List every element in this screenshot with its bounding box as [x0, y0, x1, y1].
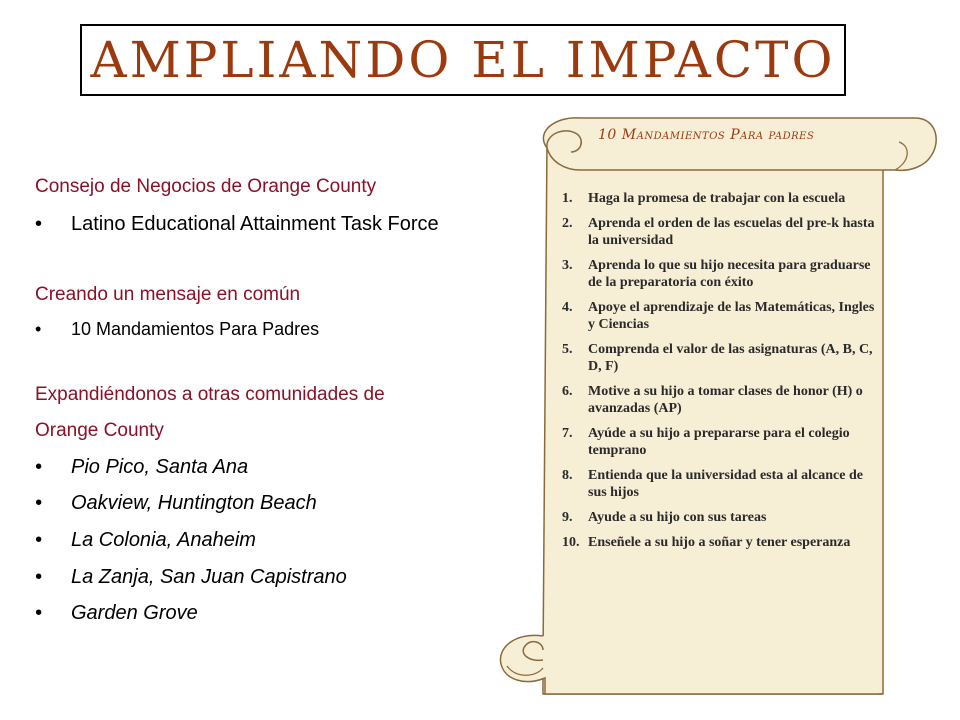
bullet-dot: • [35, 602, 43, 624]
heading-expanding-line1: Expandiéndonos a otras comunidades de [35, 384, 385, 405]
commandment-text: Entienda que la universidad esta al alcance de sus hijos [588, 468, 863, 500]
commandment-item [562, 190, 884, 207]
bullet-task-force-label: Latino Educational Attainment Task Force [71, 213, 439, 235]
commandment-text: Aprenda el orden de las escuelas del pre-k hasta la universidad [588, 216, 875, 248]
commandment-item [562, 383, 884, 417]
community-item [35, 492, 317, 515]
bullet-dot: • [35, 213, 43, 235]
community-label: La Zanja, San Juan Capistrano [71, 566, 347, 588]
commandment-number: 2. [562, 216, 573, 231]
commandment-text: Haga la promesa de trabajar con la escuela [588, 191, 846, 206]
title-box [80, 24, 846, 96]
community-item [35, 566, 347, 589]
commandment-number: 10. [562, 535, 580, 550]
heading-common-message: Creando un mensaje en común [35, 284, 301, 305]
commandment-item [562, 215, 884, 249]
commandment-text: Motive a su hijo a tomar clases de honor (H) o avanzadas (AP) [588, 384, 863, 416]
scroll-top-roll [543, 118, 936, 171]
commandment-text: Ayude a su hijo con sus tareas [588, 510, 767, 525]
community-item [35, 456, 248, 479]
commandment-text: Aprenda lo que su hijo necesita para graduarse de la preparatoria con éxito [588, 258, 871, 290]
commandment-number: 8. [562, 468, 573, 483]
commandment-text: Enseñele a su hijo a soñar y tener esperanza [588, 535, 851, 550]
community-label: Oakview, Huntington Beach [71, 492, 317, 514]
commandment-number: 6. [562, 384, 573, 399]
community-item [35, 529, 256, 552]
commandment-text: Ayúde a su hijo a prepararse para el colegio temprano [588, 426, 850, 458]
commandment-number: 3. [562, 258, 573, 273]
commandment-text: Comprenda el valor de las asignaturas (A, B, C, D, F) [588, 342, 873, 374]
bullet-dot: • [35, 529, 43, 551]
commandment-number: 5. [562, 342, 573, 357]
commandment-number: 7. [562, 426, 573, 441]
commandment-number: 9. [562, 510, 573, 525]
community-label: La Colonia, Anaheim [71, 529, 256, 551]
commandment-item [562, 467, 884, 501]
community-label: Garden Grove [71, 602, 198, 624]
bullet-dot: • [35, 456, 43, 478]
community-item [35, 602, 198, 625]
bullet-dot: • [35, 319, 42, 339]
commandment-number: 4. [562, 300, 573, 315]
page-title: AMPLIANDO EL IMPACTO [90, 31, 836, 89]
bullet-dot: • [35, 566, 43, 588]
commandment-number: 1. [562, 191, 573, 206]
commandment-item [562, 299, 884, 333]
commandment-item [562, 534, 884, 551]
bullet-commandments [35, 319, 319, 340]
commandments-list [562, 190, 884, 559]
commandment-item [562, 509, 884, 526]
community-label: Pio Pico, Santa Ana [71, 456, 249, 478]
scroll-title: 10 Mandamientos Para padres [598, 127, 815, 143]
bullet-commandments-label: 10 Mandamientos Para Padres [71, 319, 320, 339]
commandment-text: Apoye el aprendizaje de las Matemáticas, Ingles y Ciencias [588, 300, 875, 332]
commandment-item [562, 425, 884, 459]
commandment-item [562, 257, 884, 291]
bullet-dot: • [35, 492, 43, 514]
heading-expanding-line2: Orange County [35, 420, 164, 441]
heading-business-council: Consejo de Negocios de Orange County [35, 176, 377, 197]
bullet-task-force [35, 213, 439, 236]
commandment-item [562, 341, 884, 375]
